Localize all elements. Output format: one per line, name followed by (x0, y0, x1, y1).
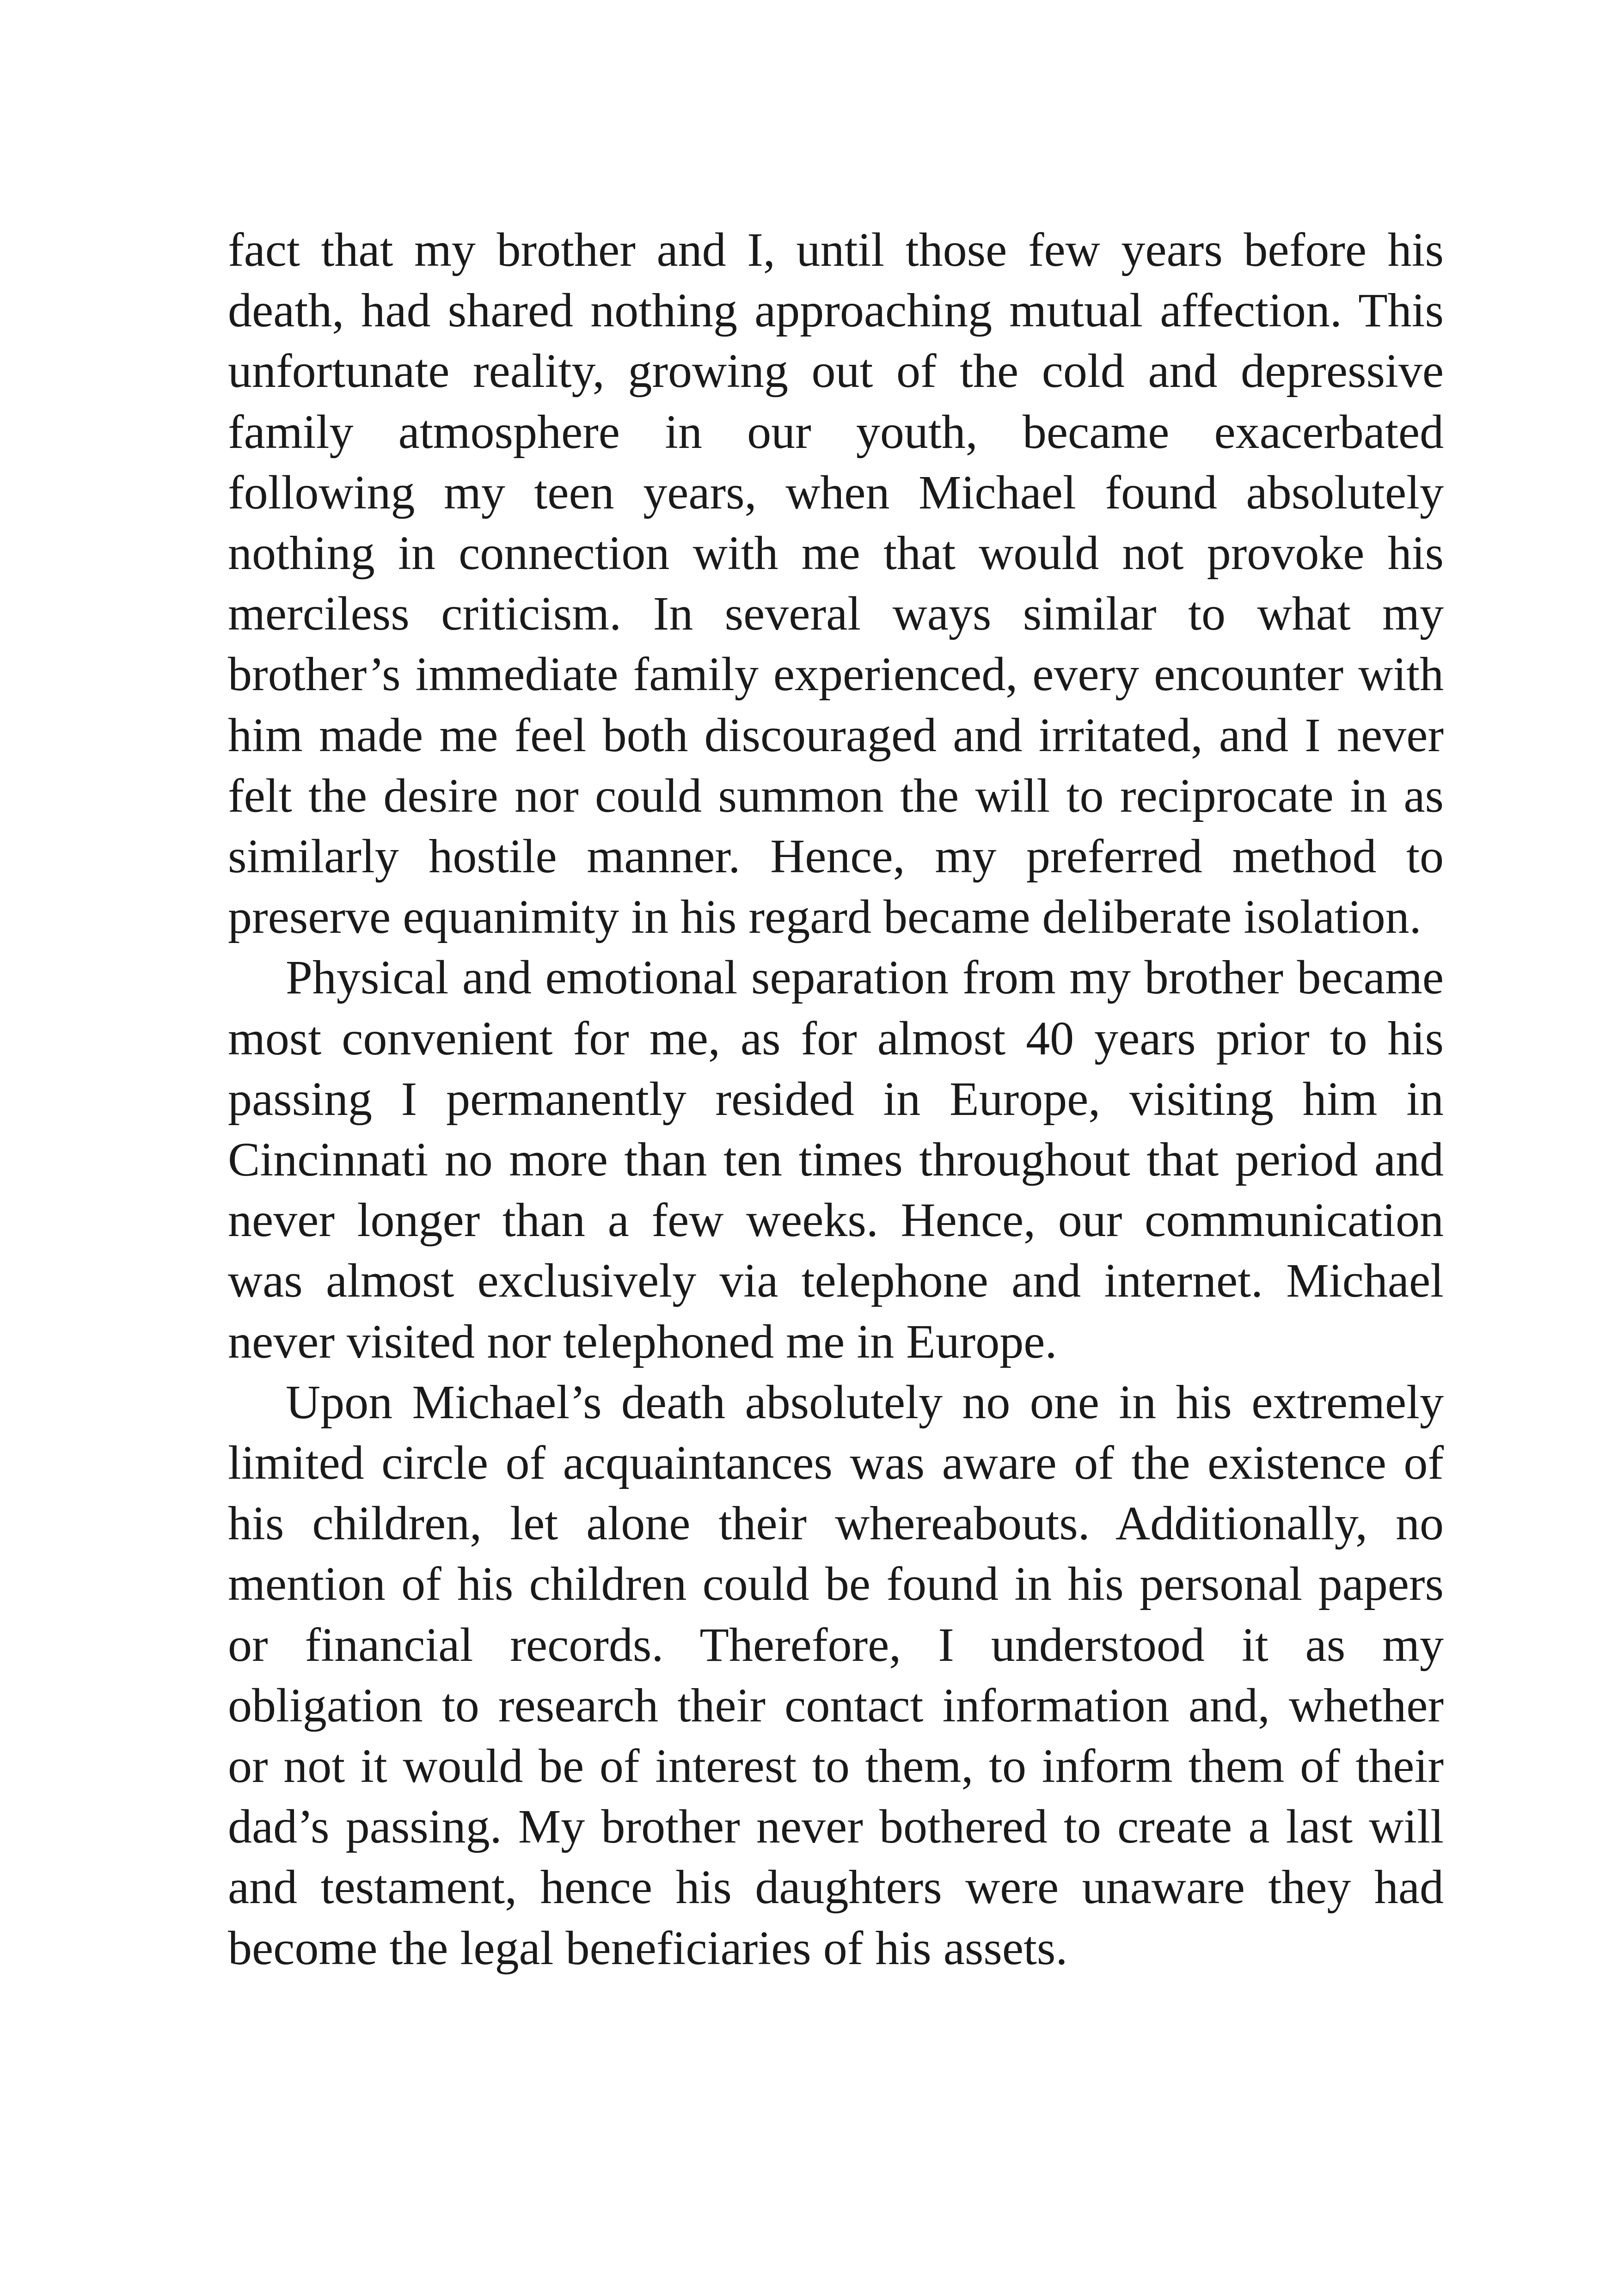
paragraph-1: fact that my brother and I, until those few years before his death, had shared nothing approaching mutual affection. This unfortunate reality, growing out of the cold and depressive family atmosphere in our youth, became exacerbated following my teen years, when Michael found absolutely nothing in connection with me that would not provoke his merciless criticism. In several ways similar to what my brother’s immediate family experienced, every encounter with him made me feel both discouraged and irritated, and I never felt the desire nor could summon the will to reciprocate in as similarly hostile manner. Hence, my preferred method to preserve equanimity in his regard became deliberate isolation. (228, 223, 1444, 944)
body-text (228, 220, 1444, 1978)
paragraph-2: Physical and emotional separation from my brother became most convenient for me, as for almost 40 years prior to his passing I permanently resided in Europe, visiting him in Cincinnati no more than ten times throughout that period and never longer than a few weeks. Hence, our communication was almost exclusively via telephone and internet. Michael never visited nor telephoned me in Europe. (228, 951, 1444, 1368)
paragraph-3: Upon Michael’s death absolutely no one in his extremely limited circle of acquaintances was aware of the existence of his children, let alone their whereabouts. Additionally, no mention of his children could be found in his personal papers or financial records. Therefore, I understood it as my obligation to research their contact information and, whether or not it would be of interest to them, to inform them of their dad’s passing. My brother never bothered to create a last will and testament, hence his daughters were unaware they had become the legal beneficiaries of his assets. (228, 1375, 1444, 1975)
